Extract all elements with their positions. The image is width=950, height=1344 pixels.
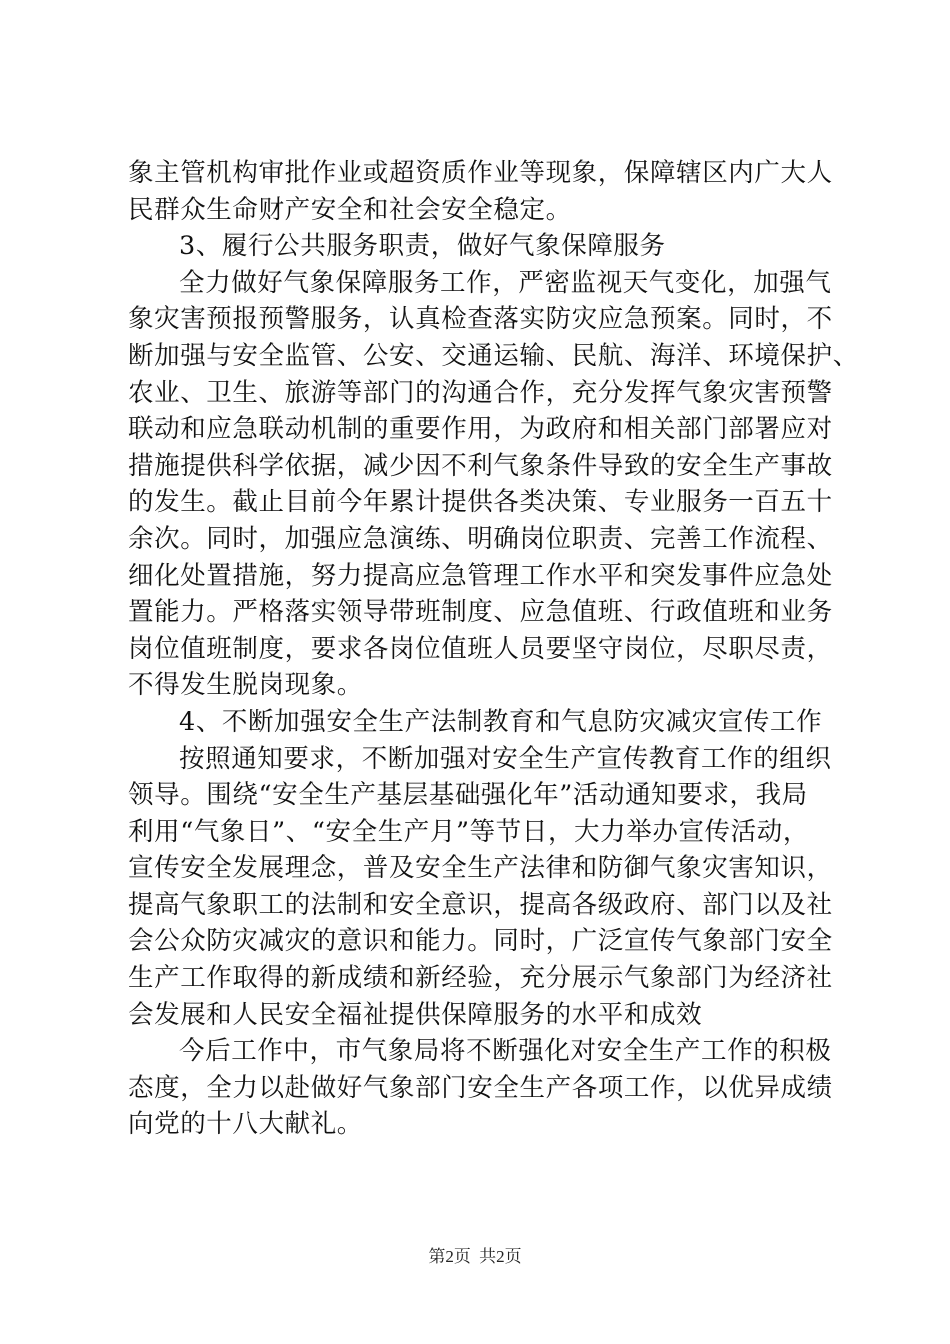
text-line: 按照通知要求，不断加强对安全生产宣传教育工作的组织 [179,743,832,774]
text-line: 领导。围绕“安全生产基层基础强化年”活动通知要求，我局 [128,780,808,811]
text-line: 提高气象职工的法制和安全意识，提高各级政府、部门以及社 [128,889,833,920]
text-line: 会发展和人民安全福祉提供保障服务的水平和成效 [128,999,703,1030]
page-total: 共2页 [479,1247,522,1266]
text-line: 余次。同时，加强应急演练、明确岗位职责、完善工作流程、 [128,523,833,554]
text-line: 宣传安全发展理念，普及安全生产法律和防御气象灾害知识， [128,853,833,884]
text-line: 民群众生命财产安全和社会安全稳定。 [128,194,572,225]
text-line: 生产工作取得的新成绩和新经验，充分展示气象部门为经济社 [128,963,833,994]
document-body [128,155,859,1143]
text-line: 不得发生脱岗现象。 [128,670,363,701]
page-footer [0,1242,950,1267]
section-heading: 4、不断加强安全生产法制教育和气息防灾减灾宣传工作 [179,706,823,737]
text-line: 细化处置措施，努力提高应急管理工作水平和突发事件应急处 [128,560,833,591]
text-line: 置能力。严格落实领导带班制度、应急值班、行政值班和业务 [128,597,833,628]
text-line: 态度，全力以赴做好气象部门安全生产各项工作，以优异成绩 [128,1072,833,1103]
text-line: 断加强与安全监管、公安、交通运输、民航、海洋、环境保护、 [128,340,859,371]
text-line: 象主管机构审批作业或超资质作业等现象，保障辖区内广大人 [128,158,833,188]
page-number: 第2页 [428,1247,471,1266]
text-line: 的发生。截止目前今年累计提供各类决策、专业服务一百五十 [128,487,833,518]
text-line: 象灾害预报预警服务，认真检查落实防灾应急预案。同时，不 [128,304,833,335]
text-line: 会公众防灾减灾的意识和能力。同时，广泛宣传气象部门安全 [128,926,833,957]
text-line: 联动和应急联动机制的重要作用，为政府和相关部门部署应对 [128,414,833,445]
text-line: 利用“气象日”、“安全生产月”等节日，大力举办宣传活动， [128,816,809,847]
text-line: 措施提供科学依据，减少因不利气象条件导致的安全生产事故 [128,450,833,481]
text-line: 向党的十八大献礼。 [128,1109,363,1140]
text-line: 今后工作中，市气象局将不断强化对安全生产工作的积极 [179,1036,832,1067]
text-line: 岗位值班制度，要求各岗位值班人员要坚守岗位，尽职尽责， [128,633,833,664]
text-line: 全力做好气象保障服务工作，严密监视天气变化，加强气 [179,267,832,298]
section-heading: 3、履行公共服务职责，做好气象保障服务 [179,231,666,262]
text-line: 农业、卫生、旅游等部门的沟通合作，充分发挥气象灾害预警 [128,377,833,408]
